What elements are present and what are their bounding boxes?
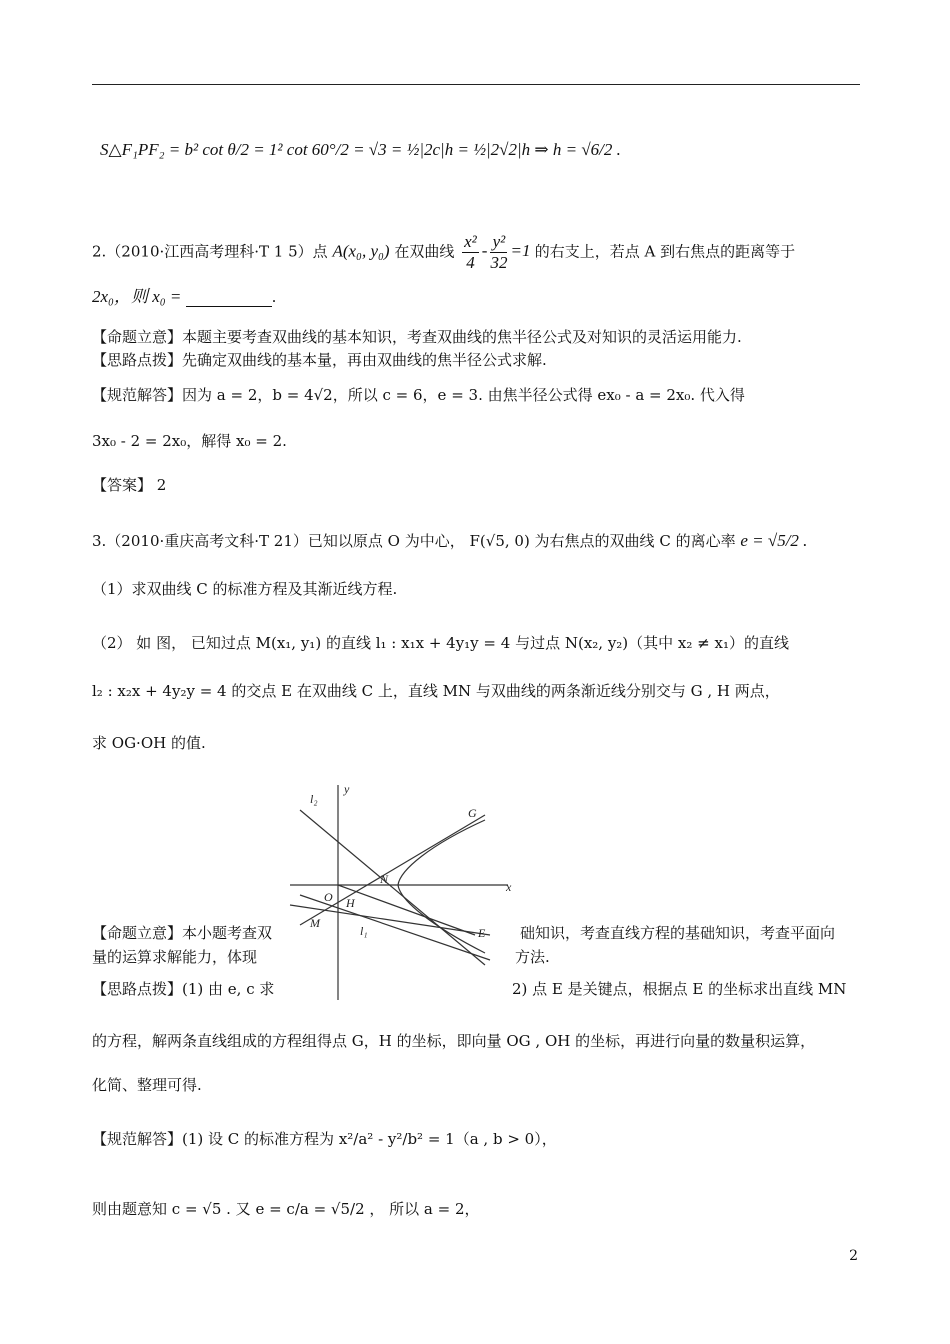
q2-suffix: 的右支上，若点 A 到右焦点的距离等于 bbox=[534, 242, 796, 261]
silu-text: 先确定双曲线的基本量，再由双曲线的焦半径公式求解. bbox=[182, 351, 547, 369]
q2-line2 bbox=[92, 282, 276, 307]
label-H: H bbox=[346, 896, 355, 910]
page-number: 2 bbox=[849, 1248, 858, 1264]
answer-value: 2 bbox=[156, 476, 167, 494]
label-M: M bbox=[310, 916, 320, 930]
q3-part2c: 求 OG·OH 的值. bbox=[92, 734, 206, 752]
q2-line1 bbox=[92, 232, 795, 273]
silu-label: 【思路点拨】 bbox=[92, 351, 183, 369]
hyperbola-figure bbox=[280, 775, 520, 1005]
q3-guifan-text: (1) 设 C 的标准方程为 x²/a² - y²/b² = 1（a , b > 0）， bbox=[182, 1130, 557, 1148]
q3-line1a: 3.（2010·重庆高考文科·T 21）已知以原点 O 为中心， bbox=[92, 532, 465, 550]
mingti-label: 【命题立意】 bbox=[92, 328, 183, 346]
q3-mingti-text2: 础知识，考查直线方程的基础知识，考查平面向 bbox=[520, 924, 836, 942]
q3-guifan-line1 bbox=[92, 1128, 557, 1149]
label-N: N bbox=[380, 872, 389, 886]
q3-silu-text2: 2) 点 E 是关键点，根据点 E 的坐标求出直线 MN bbox=[512, 980, 847, 998]
q3-part1: （1）求双曲线 C 的标准方程及其渐近线方程. bbox=[92, 580, 398, 598]
header-rule bbox=[92, 84, 860, 85]
q2-answer bbox=[92, 474, 166, 495]
q2-prefix: 2.（2010·江西高考理科·T 1 5）点 bbox=[92, 242, 328, 261]
q3-silu-line3: 化简、整理可得. bbox=[92, 1076, 202, 1094]
q3-mingti-text1: 本小题考查双 bbox=[182, 924, 273, 942]
q3-guifan-label: 【规范解答】 bbox=[92, 1130, 183, 1148]
guifan-text: 因为 a = 2，b = 4√2，所以 c = 6，e = 3. 由焦半径公式得 ex₀ - a = 2x₀. 代入得 bbox=[182, 386, 745, 404]
q3-silu-line1 bbox=[92, 978, 274, 999]
q3-silu-text1: (1) 由 e, c 求 bbox=[182, 980, 275, 998]
q3-part2a: （2） 如 图， 已知过点 M(x₁, y₁) 的直线 l₁ : x₁x + 4y₁y = 4 与过点 N(x₂, y₂)（其中 x₂ ≠ x₁）的直线 bbox=[92, 634, 789, 652]
q3-silu-label: 【思路点拨】 bbox=[92, 980, 183, 998]
q3-part2b: l₂ : x₂x + 4y₂y = 4 的交点 E 在双曲线 C 上，直线 MN 与双曲线的两条渐近线分别交与 G , H 两点， bbox=[92, 682, 780, 700]
q2-point: A(x₀, y₀) bbox=[332, 241, 390, 261]
label-G: G bbox=[468, 806, 477, 820]
q3-mingti-line2b: 方法. bbox=[515, 948, 550, 966]
q2-mingti bbox=[92, 326, 742, 347]
q3-line1 bbox=[92, 530, 807, 551]
q2-line2-text: 2x₀，则 x₀ = bbox=[92, 287, 186, 306]
mingti-text: 本题主要考查双曲线的基本知识，考查双曲线的焦半径公式及对知识的灵活运用能力. bbox=[182, 328, 742, 346]
label-x: x bbox=[506, 880, 512, 894]
hyperbola-diagram bbox=[280, 775, 520, 1005]
q2-period: . bbox=[271, 288, 277, 306]
q2-silu bbox=[92, 349, 547, 370]
label-l1: l₁ bbox=[360, 924, 368, 938]
q2-mid: 在双曲线 bbox=[394, 242, 455, 261]
q2-guifan bbox=[92, 384, 745, 405]
q3-line1b: F(√5, 0) 为右焦点的双曲线 C 的离心率 bbox=[469, 532, 736, 550]
q3-guifan-line2: 则由题意知 c = √5 . 又 e = c/a = √5/2 ， 所以 a = 2， bbox=[92, 1200, 480, 1218]
guifan-label: 【规范解答】 bbox=[92, 386, 183, 404]
label-y: y bbox=[344, 782, 350, 796]
q3-eccentricity: e = √5/2 . bbox=[740, 531, 808, 550]
answer-label: 【答案】 bbox=[92, 476, 153, 494]
q3-silu-line2: 的方程，解两条直线组成的方程组得点 G，H 的坐标，即向量 OG , OH 的坐标，再进行向量的数量积运算， bbox=[92, 1032, 816, 1050]
q3-mingti-line2a: 量的运算求解能力，体现 bbox=[92, 948, 258, 966]
answer-blank bbox=[186, 292, 272, 307]
q2-hyperbola: $\frac{\text{x²}}{4}$ - $\frac{\text{y²}}{32}$ =1 bbox=[464, 232, 535, 272]
label-E: E bbox=[478, 926, 486, 940]
label-O: O bbox=[324, 890, 333, 904]
q3-mingti-line1 bbox=[92, 922, 272, 943]
q2-guifan-line2: 3x₀ - 2 = 2x₀，解得 x₀ = 2. bbox=[92, 432, 287, 450]
area-formula: S△F₁PF₂ = b² cot θ/2 = 1² cot 60°/2 = √3 = ½|2c|h = ½|2√2|h ⇒ h = √6/2 . bbox=[100, 140, 621, 159]
label-l2: l₂ bbox=[310, 792, 318, 806]
q3-mingti-label: 【命题立意】 bbox=[92, 924, 183, 942]
